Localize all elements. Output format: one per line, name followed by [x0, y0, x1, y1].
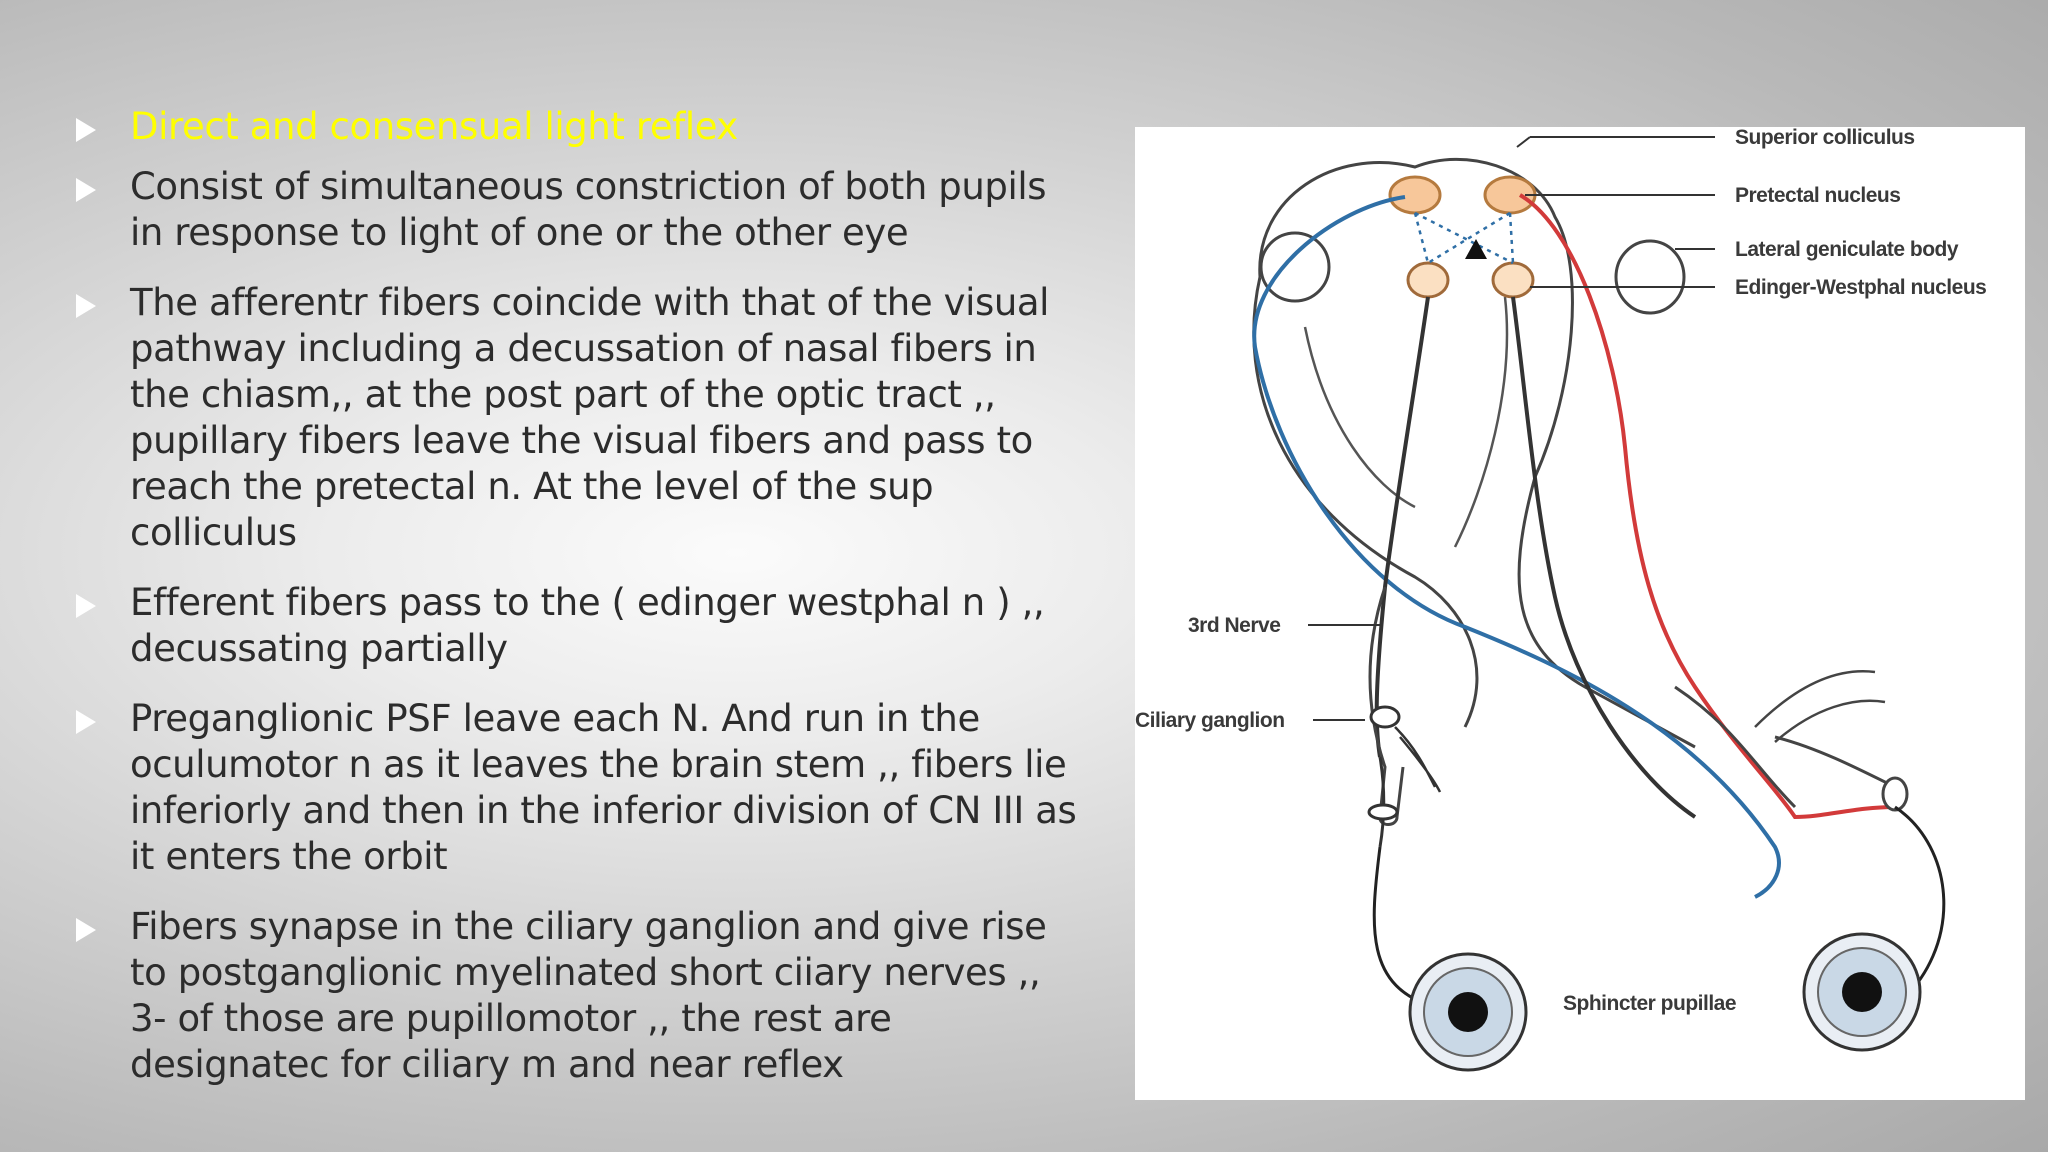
- bullet-text: Consist of simultaneous constriction of both pupils in response to light of one or the other eye: [130, 165, 1047, 254]
- bullet-arrow-icon: [76, 118, 96, 142]
- left-eye-icon: [1410, 954, 1526, 1070]
- bullet-text: The afferentr fibers coincide with that of the visual pathway including a decussation of nasal fibers in the chiasm,, at the post part of the optic tract ,, pupillary fibers leave the visual fibers and pass to reach the pretectal n. At the level of the sup colliculus: [130, 281, 1050, 554]
- bullet-item: [74, 280, 1084, 556]
- bullet-text: Efferent fibers pass to the ( edinger westphal n ) ,, decussating partially: [130, 581, 1045, 670]
- label-pretectal-nucleus: Pretectal nucleus: [1735, 184, 1901, 207]
- bullet-item: [74, 696, 1084, 880]
- lateral-geniculate-left-shape: [1261, 233, 1329, 301]
- afferent-path-blue: [1254, 197, 1779, 897]
- bullet-text: Direct and consensual light reflex: [130, 105, 738, 148]
- bullet-text: Preganglionic PSF leave each N. And run in the oculumotor n as it leaves the brain stem ,, fibers lie inferiorly and then in the inferior division of CN III as it enters the orbit: [130, 697, 1077, 878]
- bullet-text: Fibers synapse in the ciliary ganglion and give rise to postganglionic myelinated short ciiary nerves ,, 3- of those are pupillomotor ,, the rest are designatec for ciliary m and near reflex: [130, 905, 1047, 1086]
- bullet-arrow-icon: [76, 294, 96, 318]
- label-ciliary-ganglion: Ciliary ganglion: [1135, 709, 1285, 732]
- label-edinger-westphal-nucleus: Edinger-Westphal nucleus: [1735, 276, 1987, 299]
- bullet-item: [74, 580, 1084, 672]
- triangle-icon: [1465, 239, 1487, 259]
- bullet-item: [74, 904, 1084, 1088]
- bullet-arrow-icon: [76, 178, 96, 202]
- bullet-title: [74, 104, 1084, 150]
- edinger-westphal-left-shape: [1408, 263, 1448, 297]
- edinger-westphal-right-shape: [1493, 263, 1533, 297]
- ciliary-ganglion-shape: [1371, 707, 1399, 727]
- bullet-arrow-icon: [76, 594, 96, 618]
- label-superior-colliculus: Superior colliculus: [1735, 127, 1915, 149]
- bullet-item: [74, 164, 1084, 256]
- pretectal-nucleus-left-shape: [1390, 177, 1440, 213]
- label-sphincter-pupillae: Sphincter pupillae: [1563, 992, 1737, 1015]
- lateral-geniculate-right-shape: [1616, 241, 1684, 313]
- bullet-arrow-icon: [76, 918, 96, 942]
- bullet-list: [74, 104, 1084, 1112]
- pupillary-reflex-diagram: [1135, 127, 2025, 1100]
- bullet-arrow-icon: [76, 710, 96, 734]
- right-eye-icon: [1804, 934, 1920, 1050]
- label-lateral-geniculate-body: Lateral geniculate body: [1735, 238, 1959, 261]
- label-third-nerve: 3rd Nerve: [1188, 614, 1281, 637]
